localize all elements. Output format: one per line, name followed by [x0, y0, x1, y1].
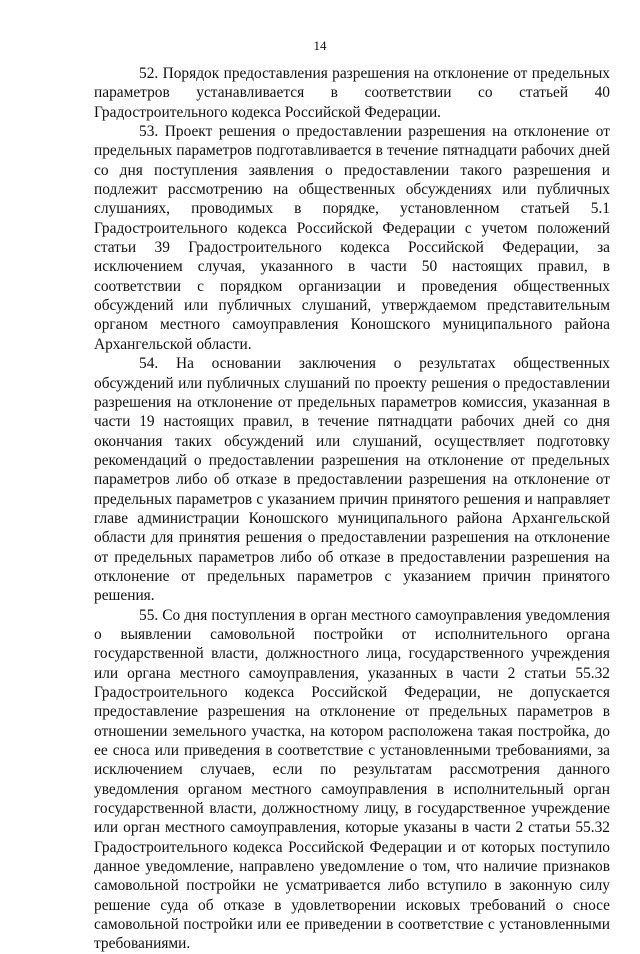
- paragraph-53: 53. Проект решения о предоставлении разрешения на отклонение от предельных параметров подготавливается в течение пятнадцати рабочих дней со дня поступления заявления о предоставлении такого разрешения и подлежит рассмотрению на общественных обсуждениях или публичных слушаниях, проводимых в порядке, установленном статьей 5.1 Градостроительного кодекса Российской Федерации с учетом положений статьи 39 Градостроительного кодекса Российской Федерации, за исключением случая, указанного в части 50 настоящих правил, в соответствии с порядком организации и проведения общественных обсуждений или публичных слушаний, утверждаемом представительным органом местного самоуправления Коношского муниципального района Архангельской области.: [94, 123, 610, 353]
- document-body: [94, 64, 610, 954]
- page-number: 14: [313, 38, 327, 53]
- paragraph-52: 52. Порядок предоставления разрешения на отклонение от предельных параметров устанавливается в соответствии со статьей 40 Градостроительного кодекса Российской Федерации.: [94, 65, 610, 121]
- paragraph-55: 55. Со дня поступления в орган местного самоуправления уведомления о выявлении самовольной постройки от исполнительного органа государственной власти, должностного лица, государственного учреждения или органа местного самоуправления, указанных в части 2 статьи 55.32 Градостроительного кодекса Российской Федерации, не допускается предоставление разрешения на отклонение от предельных параметров в отношении земельного участка, на котором расположена такая постройка, до ее сноса или приведения в соответствие с установленными требованиями, за исключением случаев, если по результатам рассмотрения данного уведомления органом местного самоуправления в исполнительный орган государственной власти, должностному лицу, в государственное учреждение или орган местного самоуправления, которые указаны в части 2 статьи 55.32 Градостроительного кодекса Российской Федерации и от которых поступило данное уведомление, направлено уведомление о том, что наличие признаков самовольной постройки не усматривается либо вступило в законную силу решение суда об отказе в удовлетворении исковых требований о сносе самовольной постройки или ее приведении в соответствие с установленными требованиями.: [94, 606, 610, 953]
- paragraph-54: 54. На основании заключения о результатах общественных обсуждений или публичных слушаний по проекту решения о предоставлении разрешения на отклонение от предельных параметров комиссия, указанная в части 19 настоящих правил, в течение пятнадцати рабочих дней со дня окончания таких обсуждений или слушаний, осуществляет подготовку рекомендаций о предоставлении разрешения на отклонение от предельных параметров либо об отказе в предоставлении разрешения на отклонение от предельных параметров с указанием причин принятого решения и направляет главе администрации Коношского муниципального района Архангельской области для принятия решения о предоставлении разрешения на отклонение от предельных параметров либо об отказе в предоставлении разрешения на отклонение от предельных параметров с указанием причин принятого решения.: [94, 355, 610, 605]
